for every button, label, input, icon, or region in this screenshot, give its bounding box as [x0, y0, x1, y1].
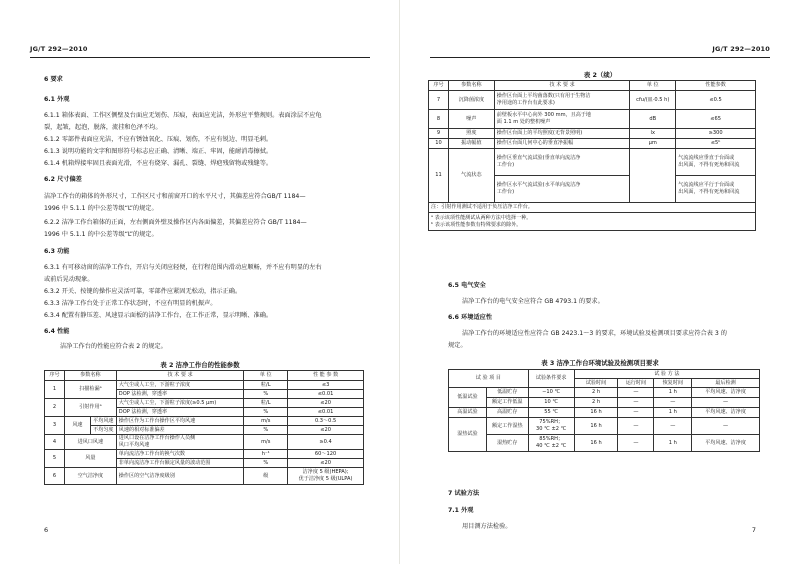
clause-6-1-1-line2: 裂，起皱，起泡，脱落，流挂和色泽不均。 — [44, 124, 162, 131]
clause-6-1-3: 6.1.3 说明功能的文字和图形符号标志应正确、清晰、端正、牢固，能耐消毒擦拭。 — [44, 148, 273, 155]
clause-6-5-text: 洁净工作台的电气安全应符合 GB 4793.1 的要求。 — [462, 298, 604, 305]
col-header-no: 序号 — [45, 371, 65, 381]
table-row — [429, 129, 756, 139]
row-group: 湿热试验 — [449, 418, 487, 452]
row-req: 操作区台面几何中心的垂直净振幅 — [494, 139, 630, 149]
clause-6-2-2-line1: 6.2.2 洁净工作台箱体的正面，左右侧面外壁及操作区内各面偏差，其偏差应符合 GB/T 1184— — [44, 219, 307, 226]
row-item: 额定工作湿热 — [486, 418, 528, 435]
row-param: 照度 — [448, 129, 494, 139]
table-3 — [448, 369, 760, 452]
row-cond — [528, 435, 574, 452]
row-value: ≤3 — [288, 381, 364, 390]
row-req-line2: 工作台) — [496, 189, 515, 195]
row-last: — — [692, 418, 760, 435]
row-req: 大气尘或人工尘，下游粒子浓度(≥0.5 μm) — [116, 399, 244, 408]
row-cond-line2: 40 ℃ ±2 ℃ — [536, 443, 567, 449]
row-no: 11 — [429, 149, 449, 203]
row-unit: 粒/L — [244, 399, 288, 408]
row-run: — — [618, 388, 654, 398]
row-rec: 1 h — [654, 408, 692, 418]
row-req: 单向流洁净工作台的换气次数 — [116, 450, 244, 459]
col-header-final-check: 最后检测 — [692, 379, 760, 388]
clause-6-2-1-line2: 1996 中 5.1.1 的中公差等级“L”的规定。 — [44, 205, 158, 212]
row-value: ≤20 — [288, 459, 364, 468]
row-rec: 1 h — [654, 435, 692, 452]
row-unit: % — [244, 459, 288, 468]
table-row — [449, 408, 760, 418]
row-param: 风速 — [64, 417, 90, 435]
left-page-header: JG/T 292—2010 — [30, 45, 88, 53]
col-header-value: 性 能 参 数 — [288, 371, 364, 381]
row-run: — — [618, 408, 654, 418]
table-row — [45, 468, 364, 485]
section-6-5-heading: 6.5 电气安全 — [448, 282, 486, 289]
row-item: 湿热贮存 — [486, 435, 528, 452]
row-value — [676, 176, 756, 203]
right-page-number: 7 — [751, 526, 756, 534]
row-req-line1: 操作区垂直气流试验(垂直单向流洁净 — [496, 155, 581, 162]
col-header-test-time: 试验时间 — [574, 379, 618, 388]
row-unit: lx — [630, 129, 676, 139]
row-cond-line1: 75%RH； — [539, 419, 564, 426]
row-item: 额定工作低温 — [486, 398, 528, 408]
section-6-heading: 6 要求 — [44, 76, 63, 83]
table-row — [429, 91, 756, 110]
row-req: 非单向流洁净工作台额定风量的波动范围 — [116, 459, 244, 468]
row-req-line1: 进风口设在洁净工作台操作人员侧 — [118, 435, 196, 442]
row-value-line2: 出风面，不得有死角和回流 — [678, 162, 740, 168]
row-value — [676, 149, 756, 176]
col-header-unit: 单 位 — [630, 81, 676, 91]
section-6-6-heading: 6.6 环境适应性 — [448, 314, 493, 321]
row-value: ≥0.4 — [288, 435, 364, 450]
row-no: 10 — [429, 139, 449, 149]
row-time: 16 h — [574, 408, 618, 418]
row-rec: — — [654, 398, 692, 408]
row-cond: 55 ℃ — [528, 408, 574, 418]
row-no: 1 — [45, 381, 65, 399]
clause-6-3-1-line1: 6.3.1 有可移动窗的洁净工作台，开启与关闭应轻便，在行程范围内滑动应顺畅，并不应有明显的左右 — [44, 264, 322, 271]
table-row — [45, 381, 364, 390]
clause-6-3-3: 6.3.3 洁净工作台处于正常工作状态时，不应有明显的机振声。 — [44, 300, 217, 307]
row-param: 沉降菌浓度 — [448, 91, 494, 110]
row-unit: % — [244, 390, 288, 399]
clause-7-1-text: 用目测方法检验。 — [462, 523, 512, 530]
section-6-4-heading: 6.4 性能 — [44, 328, 70, 335]
table-2-caption: 表 2 洁净工作台的性能参数 — [160, 361, 240, 369]
table-row — [449, 435, 760, 452]
table-2-continued — [428, 80, 756, 231]
row-req: 操作区台面上的平均照度(无背景照明) — [494, 129, 630, 139]
row-req: 操作区的空气洁净度级别 — [116, 468, 244, 485]
row-last: 平均风速、洁净度 — [692, 435, 760, 452]
row-param: 进风口风速 — [64, 435, 116, 450]
clause-6-2-1-line1: 洁净工作台的箱体的外形尺寸，工作区尺寸和前窗开口的水平尺寸，其偏差应符合GB/T 1184— — [44, 193, 306, 200]
row-unit: % — [244, 426, 288, 435]
clause-6-1-1-line1: 6.1.1 箱体表面、工作区侧壁及台面应无划伤、压痕，表面应光洁，外形应平整规则。表面涂层不应龟 — [44, 112, 322, 119]
col-header-value: 性能参数 — [676, 81, 756, 91]
row-param: 风量 — [64, 450, 116, 468]
col-header-item: 试 验 项 目 — [449, 370, 529, 388]
row-last: 平均风速、洁净度 — [692, 388, 760, 398]
row-value: ≤0.5 — [676, 91, 756, 110]
row-req-line2: 风口平均风速 — [118, 442, 150, 448]
table-row — [45, 450, 364, 459]
col-header-recovery-time: 恢复时间 — [654, 379, 692, 388]
row-group: 高温试验 — [449, 408, 487, 418]
row-no: 5 — [45, 450, 65, 468]
clause-6-1-4: 6.1.4 机箱焊接牢固且表面光滑，不应有烧穿、漏孔、裂缝、焊疤残留物或残缝等。 — [44, 160, 273, 167]
table-footnote-row — [429, 213, 756, 231]
row-value-line2: 优于洁净度 5 级(ULPA) — [298, 476, 353, 482]
row-unit — [630, 149, 676, 203]
row-time: 16 h — [574, 418, 618, 435]
row-value: ≥300 — [676, 129, 756, 139]
row-no: 7 — [429, 91, 449, 110]
row-param: 扫描检漏ᵃ — [64, 381, 116, 399]
row-param: 振动幅值 — [448, 139, 494, 149]
row-no: 2 — [45, 399, 65, 417]
left-page-number: 6 — [44, 526, 49, 534]
row-unit: 级 — [244, 468, 288, 485]
row-value: ≤65 — [676, 110, 756, 129]
row-value: 0.3～0.5 — [288, 417, 364, 426]
table-row — [45, 426, 364, 435]
row-value-line1: 洁净度 5 级(HEPA); — [302, 469, 349, 476]
col-header-run-time: 运行时间 — [618, 379, 654, 388]
row-last: 平均风速、洁净度 — [692, 408, 760, 418]
col-header-cond: 试验条件要求 — [528, 370, 574, 388]
row-req: 操作区作为工作台操作区平均风速 — [116, 417, 244, 426]
row-item: 高温贮存 — [486, 408, 528, 418]
col-header-req: 技 术 要 求 — [116, 371, 244, 381]
col-header-param: 参数名称 — [64, 371, 116, 381]
row-req-line1: 操作区水平气流试验(水平单向流洁净 — [496, 182, 581, 189]
row-no: 4 — [45, 435, 65, 450]
footnote-b: ᵇ 表示该项性能参数有特殊要求的除外。 — [431, 221, 522, 228]
row-time: 2 h — [574, 398, 618, 408]
table-row — [449, 388, 760, 398]
row-unit: m/s — [244, 435, 288, 450]
col-header-param: 参数名称 — [448, 81, 494, 91]
row-req-line1: 前壁板水平中心向外 300 mm，且高于地 — [496, 112, 591, 119]
table-row — [449, 418, 760, 435]
col-header-method: 试 验 方 法 — [574, 370, 759, 379]
row-unit: % — [244, 408, 288, 417]
row-cond — [528, 418, 574, 435]
row-rec: — — [654, 418, 692, 435]
table-note: 注：引射作用测试不适用于负压洁净工作台。 — [429, 203, 756, 213]
section-6-1-heading: 6.1 外观 — [44, 96, 70, 103]
right-header-rule — [430, 57, 770, 58]
clause-6-3-2: 6.3.2 开关、按键的操作应灵活可靠，零部件应紧固无松动，指示正确。 — [44, 288, 242, 295]
row-item: 低温贮存 — [486, 388, 528, 398]
row-cond-line2: 30 ℃ ±2 ℃ — [536, 426, 567, 432]
row-cond: 10 ℃ — [528, 398, 574, 408]
row-param: 气流状态 — [448, 149, 494, 203]
row-cond-line1: 85%RH； — [539, 436, 564, 443]
section-7-1-heading: 7.1 外观 — [448, 507, 474, 514]
row-unit: μm — [630, 139, 676, 149]
row-value: ≤20 — [288, 426, 364, 435]
table-2-cont-header-row — [429, 81, 756, 91]
table-3-header-row — [449, 370, 760, 379]
col-header-no: 序号 — [429, 81, 449, 91]
row-req — [494, 149, 630, 176]
row-unit: dB — [630, 110, 676, 129]
section-6-2-heading: 6.2 尺寸偏差 — [44, 176, 82, 183]
row-value: ≤20 — [288, 399, 364, 408]
clause-6-2-2-line2: 1996 中 5.1.1 的中公差等级“L”的规定。 — [44, 231, 158, 238]
row-value — [288, 468, 364, 485]
row-value-line1: 气流流线应垂直于台面或 — [678, 155, 735, 162]
table-3-caption: 表 3 洁净工作台环境试验及检测项目要求 — [541, 359, 659, 367]
row-subparam: 平均风速 — [90, 417, 116, 426]
row-req-line1: 操作区台面上平均菌落数(只有用于生物洁 — [496, 93, 591, 100]
row-req: DOP 法检测，穿透率 — [116, 408, 244, 417]
row-last: — — [692, 398, 760, 408]
footnote-a: ᵃ 表示该项性能测试从两种方法中选择一种。 — [431, 214, 532, 221]
row-time: 2 h — [574, 388, 618, 398]
row-no: 3 — [45, 417, 65, 435]
row-run: — — [618, 398, 654, 408]
row-value: ≤0.01 — [288, 408, 364, 417]
row-req: DOP 法检测，穿透率 — [116, 390, 244, 399]
row-no: 8 — [429, 110, 449, 129]
right-page — [400, 0, 800, 564]
table-2 — [44, 370, 364, 485]
row-no: 9 — [429, 129, 449, 139]
table-note-row — [429, 203, 756, 213]
row-req — [116, 435, 244, 450]
clause-6-4-text: 洁净工作台的性能应符合表 2 的规定。 — [60, 343, 167, 350]
row-req-line2: 面 1.1 m 处的整机噪声 — [496, 119, 551, 125]
row-unit: h⁻¹ — [244, 450, 288, 459]
clause-6-3-4: 6.3.4 配置有静压差、风速显示面板的洁净工作台，在工作正常，显示明晰、准确。 — [44, 312, 273, 319]
table-2-header-row — [45, 371, 364, 381]
row-param: 空气洁净度 — [64, 468, 116, 485]
table-row — [45, 417, 364, 426]
row-subparam: 不均匀度 — [90, 426, 116, 435]
table-row — [449, 398, 760, 408]
row-unit: 粒/L — [244, 381, 288, 390]
row-no: 6 — [45, 468, 65, 485]
row-req: 风速的相对标准偏差 — [116, 426, 244, 435]
row-param: 引射作用ᵃ — [64, 399, 116, 417]
row-run: — — [618, 418, 654, 435]
row-req-line2: 工作台) — [496, 162, 515, 168]
row-rec: 1 h — [654, 388, 692, 398]
col-header-unit: 单 位 — [244, 371, 288, 381]
row-req — [494, 110, 630, 129]
table-footnotes — [429, 213, 756, 231]
row-value-line2: 出风面，不得有死角和回流 — [678, 189, 740, 195]
row-value: 60～120 — [288, 450, 364, 459]
row-time: 16 h — [574, 435, 618, 452]
clause-6-1-2: 6.1.2 零部件表面应光洁，不应有锈蚀氧化、压痕、划伤，不应有锐边、明显毛刺。 — [44, 136, 273, 143]
section-7-heading: 7 试验方法 — [448, 490, 480, 497]
row-req: 大气尘或人工尘，下游粒子浓度 — [116, 381, 244, 390]
row-unit: m/s — [244, 417, 288, 426]
row-unit: cfu/(皿·0.5 h) — [630, 91, 676, 110]
row-value-line1: 气流流线应平行于台面或 — [678, 182, 735, 189]
left-header-rule — [30, 57, 370, 58]
table-row — [429, 139, 756, 149]
row-req — [494, 176, 630, 203]
col-header-req: 技 术 要 求 — [494, 81, 630, 91]
clause-6-3-1-line2: 或前后晃动现象。 — [44, 276, 94, 283]
table-row — [429, 149, 756, 176]
table-row — [45, 399, 364, 408]
row-value: ≤5ᵇ — [676, 139, 756, 149]
section-6-3-heading: 6.3 功能 — [44, 248, 70, 255]
table-row — [429, 110, 756, 129]
row-value: ≤0.01 — [288, 390, 364, 399]
row-group: 低温试验 — [449, 388, 487, 408]
table-row — [45, 435, 364, 450]
row-req-line2: 净用途的工作台有此要求) — [496, 100, 555, 106]
clause-6-6-line2: 规定。 — [448, 342, 467, 349]
right-page-header: JG/T 292—2010 — [712, 45, 770, 53]
row-param: 噪声 — [448, 110, 494, 129]
table-2-cont-caption: 表 2（续） — [583, 71, 617, 79]
row-req — [494, 91, 630, 110]
row-cond: −10 ℃ — [528, 388, 574, 398]
clause-6-6-line1: 洁净工作台的环境适应性应符合 GB 2423.1～3 的要求，环境试验及检测项目要求应符合表 3 的 — [462, 330, 727, 337]
row-run: — — [618, 435, 654, 452]
